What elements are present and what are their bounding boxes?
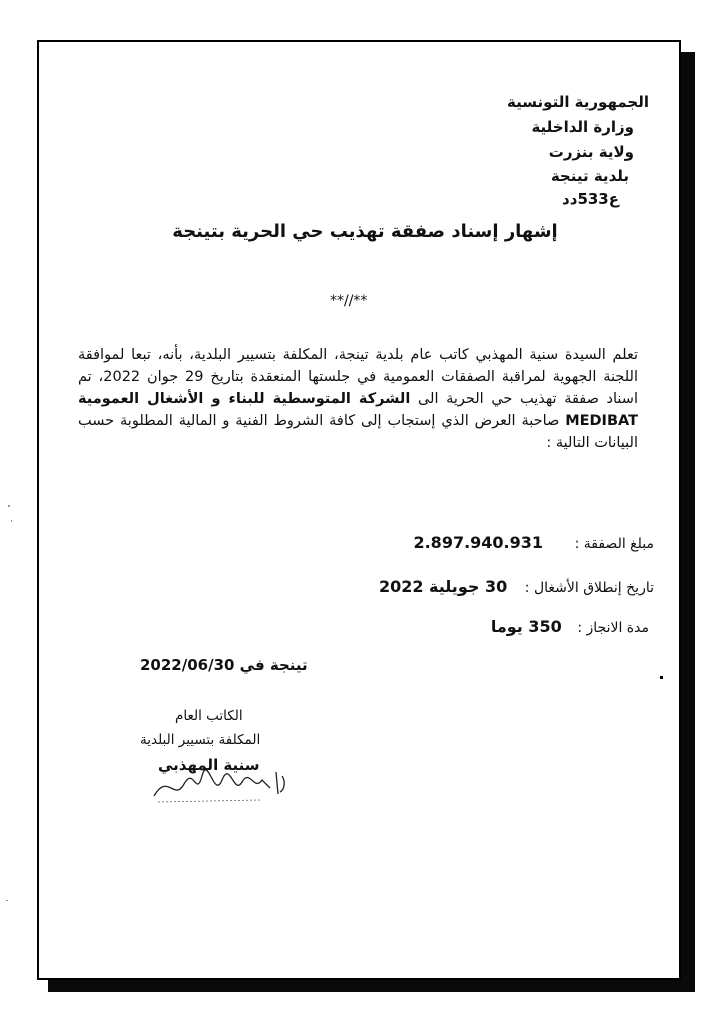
signatory-name: سنية المهذبي [158, 756, 260, 774]
scan-speck [11, 520, 12, 522]
scan-speck [660, 676, 663, 679]
header-republic: الجمهورية التونسية [507, 93, 649, 111]
header-governorate: ولاية بنزرت [548, 143, 634, 161]
header-municipality: بلدية تينجة [550, 167, 629, 185]
amount-value: 2.897.940.931 [413, 533, 544, 552]
header-reference: ع533دد [562, 190, 619, 208]
start-date-row [379, 577, 654, 596]
duration-label: مدة الانجاز : [577, 620, 649, 636]
body-text-part2: صاحبة العرض الذي إستجاب إلى كافة الشروط الفنية و المالية المطلوبة حسب البيانات التالية : [78, 413, 638, 451]
company-name: الشركة المتوسطية للبناء و الأشغال العمومية MEDIBAT [78, 391, 638, 429]
duration-row [491, 617, 649, 636]
page-title: إشهار إسناد صفقة تهذيب حي الحرية بتينجة [172, 221, 558, 242]
place-date: تينجة في 2022/06/30 [140, 656, 308, 674]
separator-stars: **//** [330, 293, 368, 309]
body-paragraph [78, 344, 638, 454]
header-ministry: وزارة الداخلية [531, 118, 634, 136]
duration-value: 350 يوما [490, 617, 562, 636]
signatory-mandate: المكلفة بتسيير البلدية [140, 732, 261, 748]
handwritten-signature [150, 762, 290, 808]
amount-label: مبلغ الصفقة : [574, 536, 654, 552]
scan-speck [8, 505, 10, 507]
start-date-label: تاريخ إنطلاق الأشغال : [524, 580, 654, 596]
start-date-value: 30 جويلية 2022 [378, 577, 508, 596]
body-text-part1: تعلم السيدة سنية المهذبي كاتب عام بلدية تينجة، المكلفة بتسيير البلدية، بأنه، تبعا لموافقة اللجنة الجهوية لمراقبة الصفقات العمومية في جلستها المنعقدة بتاريخ 29 جوان 2022، تم اسناد صفقة تهذيب حي الحرية الى [78, 347, 638, 407]
signatory-role: الكاتب العام [175, 708, 243, 724]
amount-row [413, 533, 654, 552]
scan-speck [6, 900, 8, 901]
